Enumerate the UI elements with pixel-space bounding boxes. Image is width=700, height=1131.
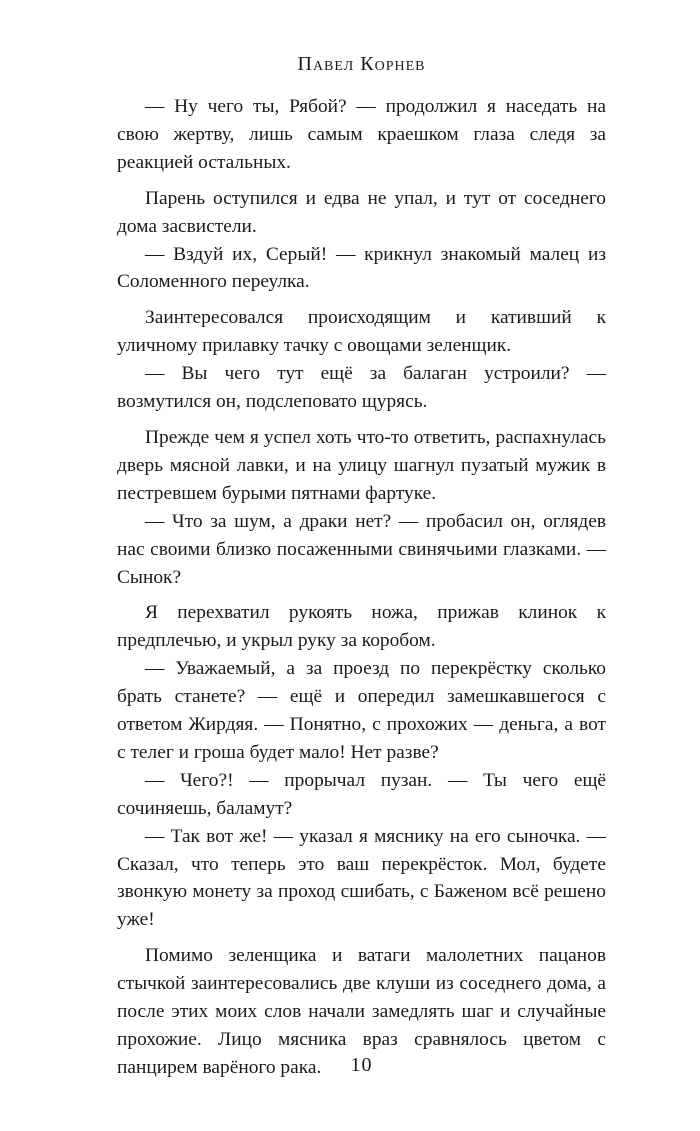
paragraph: — Что за шум, а драки нет? — пробасил он, оглядев нас своими близко посаженными свинячьими глазками. — Сынок?: [117, 510, 606, 588]
paragraph: — Так вот же! — указал я мяснику на его сыночка. — Сказал, что теперь это ваш перекрёсток. Мол, будете звонкую монету за проход сшибать, с Баженом всё решено уже!: [117, 825, 606, 931]
paragraph: — Вы чего тут ещё за балаган устроили? — возмутился он, подслеповато щурясь.: [117, 363, 606, 413]
paragraph: Заинтересовался происходящим и кативший к уличному прилавку тачку с овощами зеленщик.: [117, 307, 606, 357]
paragraph: — Чего?! — прорычал пузан. — Ты чего ещё сочиняешь, баламут?: [117, 769, 606, 819]
paragraph: — Ну чего ты, Рябой? — продолжил я наседать на свою жертву, лишь самым краешком глаза следя за реакцией остальных.: [117, 96, 606, 173]
paragraph: — Вздуй их, Серый! — крикнул знакомый малец из Соломенного переулка.: [117, 243, 606, 293]
running-head: Павел Корнев: [297, 53, 426, 75]
page-number: 10: [350, 1054, 373, 1076]
paragraph: Прежде чем я успел хоть что-то ответить, распахнулась дверь мясной лавки, и на улицу шагнул пузатый мужик в пестревшем бурыми пятнами фартуке.: [117, 426, 606, 504]
paragraph: Я перехватил рукоять ножа, прижав клинок к предплечью, и укрыл руку за коробом.: [117, 602, 606, 652]
paragraph: Парень оступился и едва не упал, и тут от соседнего дома засвистели.: [117, 187, 606, 237]
paragraph: Помимо зеленщика и ватаги малолетних пацанов стычкой заинтересовались две клуши из соседнего дома, а после этих моих слов начали замедлять шаг и случайные прохожие. Лицо мясника враз сравнялось цветом с панцирем варёного рака.: [117, 945, 606, 1078]
body-text: [117, 93, 606, 1082]
paragraph: — Уважаемый, а за проезд по перекрёстку сколько брать станете? — ещё и опередил замешкавшегося с ответом Жирдяя. — Понятно, с прохожих — деньга, а вот с телег и гроша будет мало! Нет разве?: [117, 658, 606, 763]
book-page: [117, 52, 606, 1112]
